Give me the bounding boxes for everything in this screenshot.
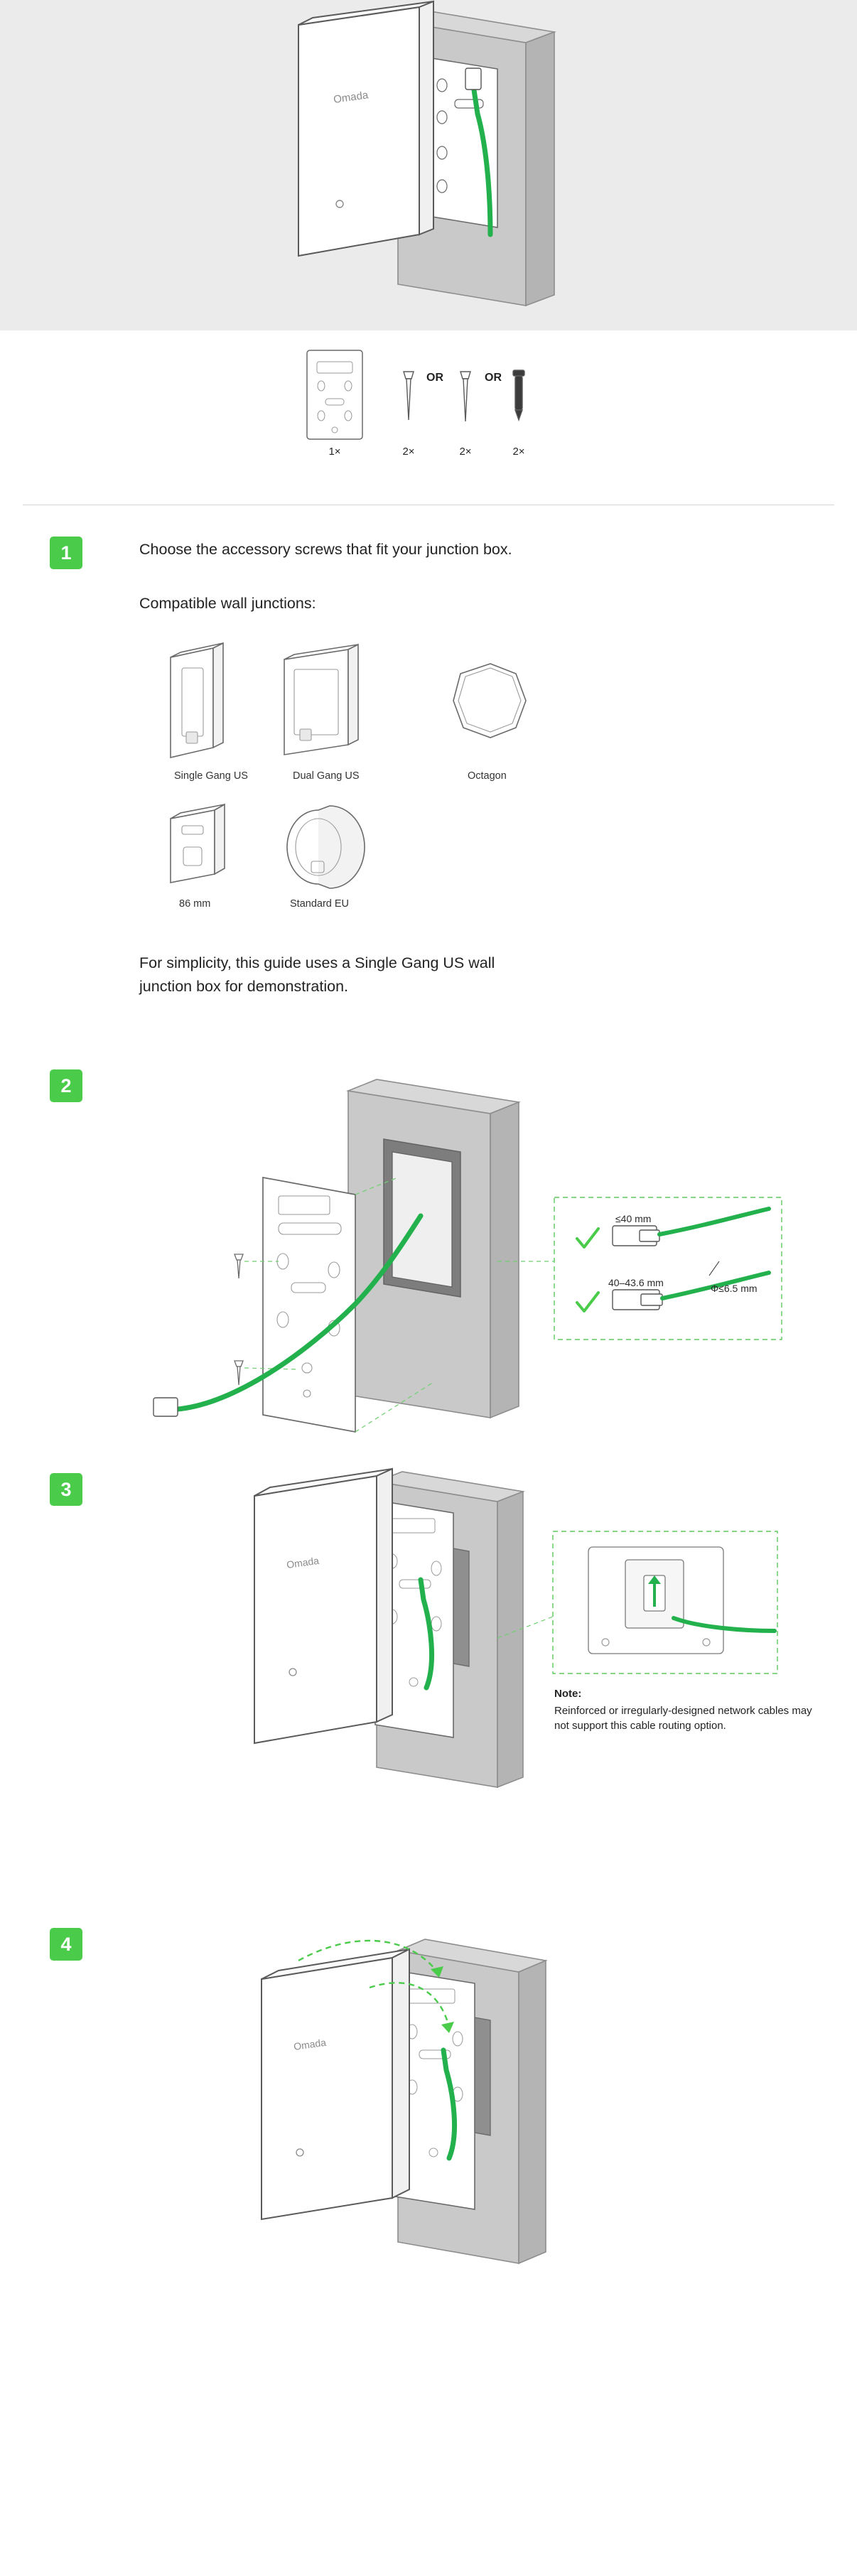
callout-label-2-diameter: Φ≤6.5 mm [711,1283,758,1294]
or-separator-1: OR [426,372,443,384]
step-3 [0,1453,857,1908]
step-number-3: 3 [50,1473,82,1506]
svg-text:Dual Gang US: Dual Gang US [293,770,360,782]
svg-text:Standard EU: Standard EU [290,898,350,910]
svg-text:Single Gang US: Single Gang US [174,770,248,782]
step-1-footer-line-2: junction box for demonstration. [139,978,348,995]
step-number-4: 4 [50,1928,82,1961]
note-body: Reinforced or irregularly-designed network cables may not support this cable routing option. [554,1705,812,1732]
hero-illustration [0,0,857,330]
or-separator-2: OR [485,372,502,384]
svg-text:Omada: Omada [333,89,370,106]
step-number-2: 2 [50,1069,82,1102]
step-1 [0,508,857,1048]
step-number-1: 1 [50,537,82,569]
callout-label-1: ≤40 mm [615,1213,652,1224]
part-count-bracket: 1× [328,446,341,458]
part-count-screw-short: 2× [402,446,415,458]
svg-text:Octagon: Octagon [468,770,507,782]
callout-label-2: 40–43.6 mm [608,1277,664,1288]
step-1-line-1: Choose the accessory screws that fit your junction box. [139,541,512,558]
parts-strip [0,330,857,508]
svg-text:Omada: Omada [286,1554,320,1570]
hero-art-svg [0,0,857,330]
step-2-art [0,1048,857,1453]
svg-text:86 mm: 86 mm [179,898,211,910]
step-1-footer-line-1: For simplicity, this guide uses a Single Gang US wall [139,954,495,971]
step-3-art [0,1453,857,1908]
step-4 [0,1908,857,2349]
step-4-art [0,1908,857,2349]
step-1-line-2: Compatible wall junctions: [139,595,316,612]
part-count-screw-medium: 2× [459,446,472,458]
step-2 [0,1048,857,1453]
svg-text:Omada: Omada [293,2036,327,2052]
parts-art-svg [0,330,857,508]
step-1-junction-art [0,632,857,931]
part-count-screw-anchor: 2× [512,446,525,458]
note-title: Note: [554,1688,582,1700]
